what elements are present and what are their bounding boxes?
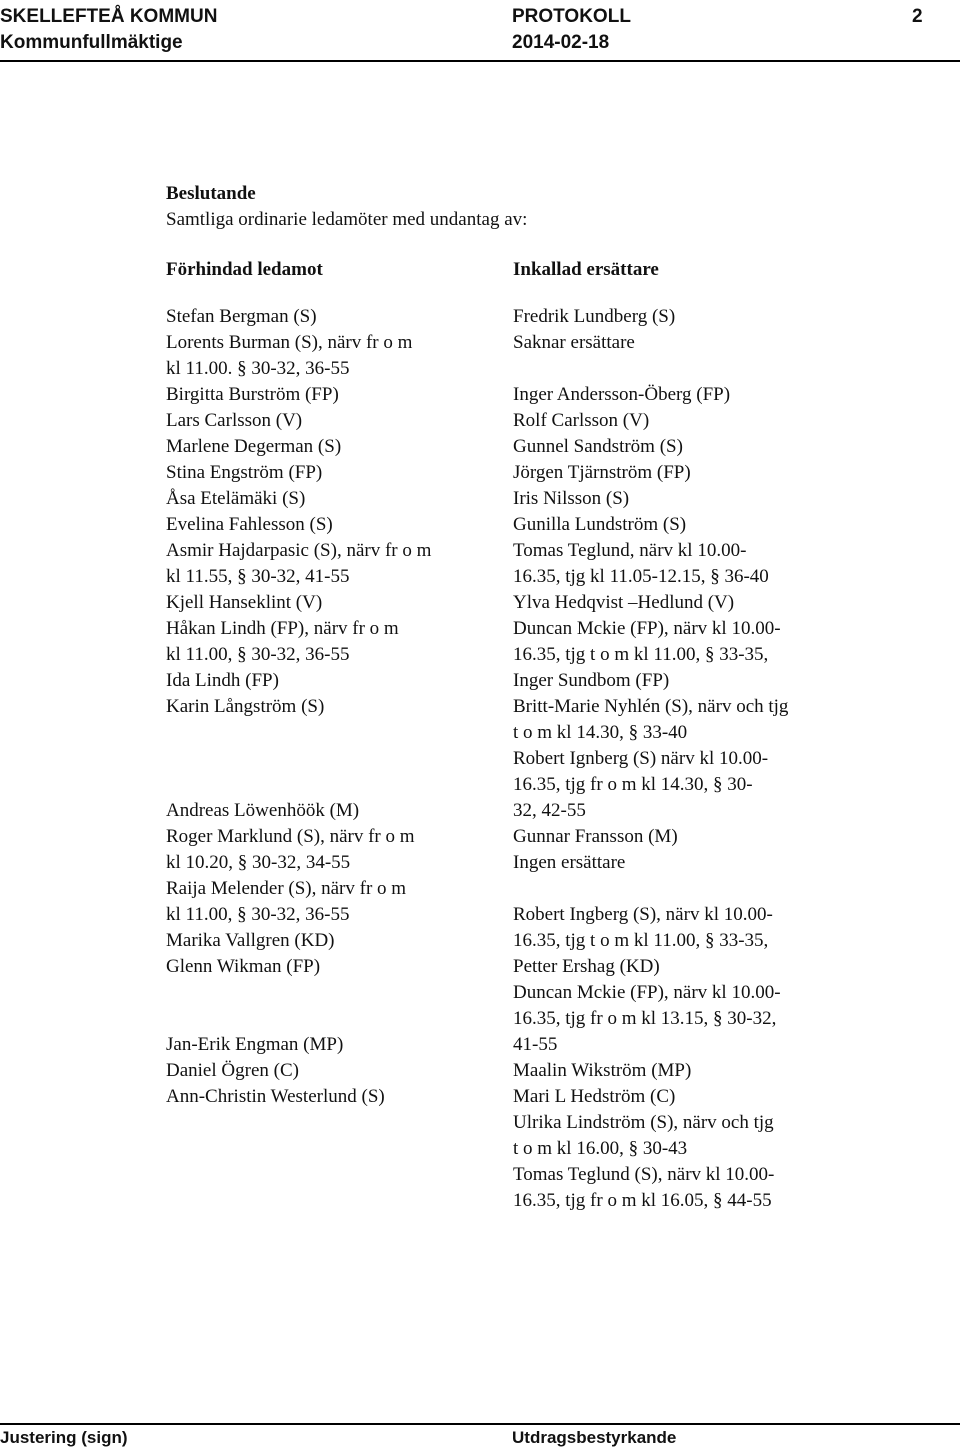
substitute-line: Maalin Wikström (MP)	[513, 1060, 692, 1081]
absent-member-line: Kjell Hanseklint (V)	[166, 592, 323, 613]
header-rule	[0, 60, 960, 62]
page-header	[0, 4, 960, 56]
page-number: 2	[912, 6, 923, 27]
absent-member-line: Håkan Lindh (FP), närv fr o m	[166, 618, 399, 639]
left-column-header: Förhindad ledamot	[166, 259, 323, 280]
absent-member-line: kl 11.00. § 30-32, 36-55	[166, 358, 350, 379]
substitute-line: 16.35, tjg fr o m kl 16.05, § 44-55	[513, 1190, 772, 1211]
substitute-line: t o m kl 16.00, § 30-43	[513, 1138, 688, 1159]
substitute-line: Robert Ingberg (S), närv kl 10.00-	[513, 904, 773, 925]
substitute-line: Tomas Teglund (S), närv kl 10.00-	[513, 1164, 775, 1185]
absent-member-line: Ann-Christin Westerlund (S)	[166, 1086, 385, 1107]
substitute-line: Fredrik Lundberg (S)	[513, 306, 676, 327]
absent-member-line: Lars Carlsson (V)	[166, 410, 303, 431]
absent-member-line: Daniel Ögren (C)	[166, 1060, 299, 1081]
substitute-line: Gunilla Lundström (S)	[513, 514, 687, 535]
absent-member-line: Åsa Etelämäki (S)	[166, 488, 306, 509]
footer-signature-label: Justering (sign)	[0, 1428, 128, 1447]
document-type: PROTOKOLL	[512, 6, 631, 27]
absent-member-line: kl 10.20, § 30-32, 34-55	[166, 852, 351, 873]
absent-member-line: Evelina Fahlesson (S)	[166, 514, 333, 535]
substitute-line: Gunnel Sandström (S)	[513, 436, 683, 457]
substitute-line: Iris Nilsson (S)	[513, 488, 630, 509]
substitute-line: Ingen ersättare	[513, 852, 626, 873]
absent-member-line: Andreas Löwenhöök (M)	[166, 800, 360, 821]
absent-member-line: Karin Långström (S)	[166, 696, 325, 717]
section-title: Beslutande	[166, 183, 256, 204]
substitute-line: Ulrika Lindström (S), närv och tjg	[513, 1112, 774, 1133]
absent-member-line: Marlene Degerman (S)	[166, 436, 342, 457]
absent-member-line: Raija Melender (S), närv fr o m	[166, 878, 407, 899]
substitute-line: 16.35, tjg fr o m kl 14.30, § 30-	[513, 774, 753, 795]
absent-member-line: Ida Lindh (FP)	[166, 670, 279, 691]
absent-member-line: Stina Engström (FP)	[166, 462, 323, 483]
absent-member-line: kl 11.55, § 30-32, 41-55	[166, 566, 350, 587]
substitute-line: Mari L Hedström (C)	[513, 1086, 676, 1107]
substitute-line: Rolf Carlsson (V)	[513, 410, 650, 431]
substitute-line: 16.35, tjg t o m kl 11.00, § 33-35,	[513, 644, 769, 665]
substitute-line: 16.35, tjg kl 11.05-12.15, § 36-40	[513, 566, 769, 587]
absent-member-line: kl 11.00, § 30-32, 36-55	[166, 904, 350, 925]
absent-member-line: Glenn Wikman (FP)	[166, 956, 321, 977]
substitute-line: Tomas Teglund, närv kl 10.00-	[513, 540, 747, 561]
substitute-line: Jörgen Tjärnström (FP)	[513, 462, 691, 483]
substitute-line: 16.35, tjg t o m kl 11.00, § 33-35,	[513, 930, 769, 951]
footer-rule	[0, 1423, 960, 1425]
section-subtitle: Samtliga ordinarie ledamöter med undantag av:	[166, 209, 528, 230]
substitute-line: Ylva Hedqvist –Hedlund (V)	[513, 592, 735, 613]
absent-member-line: Marika Vallgren (KD)	[166, 930, 335, 951]
substitute-line: 32, 42-55	[513, 800, 586, 821]
substitute-line: Britt-Marie Nyhlén (S), närv och tjg	[513, 696, 789, 717]
substitute-line: 41-55	[513, 1034, 558, 1055]
assembly-name: Kommunfullmäktige	[0, 32, 183, 53]
substitute-line: Gunnar Fransson (M)	[513, 826, 678, 847]
substitute-line: Duncan Mckie (FP), närv kl 10.00-	[513, 618, 781, 639]
substitute-line: Petter Ershag (KD)	[513, 956, 660, 977]
meeting-date: 2014-02-18	[512, 32, 610, 53]
substitute-line: Robert Ignberg (S) närv kl 10.00-	[513, 748, 769, 769]
absent-member-line: Roger Marklund (S), närv fr o m	[166, 826, 415, 847]
absent-member-line: Lorents Burman (S), närv fr o m	[166, 332, 413, 353]
footer-certification-label: Utdragsbestyrkande	[512, 1428, 677, 1447]
substitute-line: 16.35, tjg fr o m kl 13.15, § 30-32,	[513, 1008, 777, 1029]
absent-member-line: Asmir Hajdarpasic (S), närv fr o m	[166, 540, 432, 561]
absent-member-line: kl 11.00, § 30-32, 36-55	[166, 644, 350, 665]
right-column-header: Inkallad ersättare	[513, 259, 659, 280]
substitute-line: t o m kl 14.30, § 33-40	[513, 722, 688, 743]
absent-member-line: Stefan Bergman (S)	[166, 306, 317, 327]
substitute-line: Inger Sundbom (FP)	[513, 670, 670, 691]
absent-member-line: Jan-Erik Engman (MP)	[166, 1034, 344, 1055]
org-name: SKELLEFTEÅ KOMMUN	[0, 6, 218, 27]
absent-member-line: Birgitta Burström (FP)	[166, 384, 339, 405]
substitute-line: Duncan Mckie (FP), närv kl 10.00-	[513, 982, 781, 1003]
substitute-line: Inger Andersson-Öberg (FP)	[513, 384, 731, 405]
substitute-line: Saknar ersättare	[513, 332, 635, 353]
